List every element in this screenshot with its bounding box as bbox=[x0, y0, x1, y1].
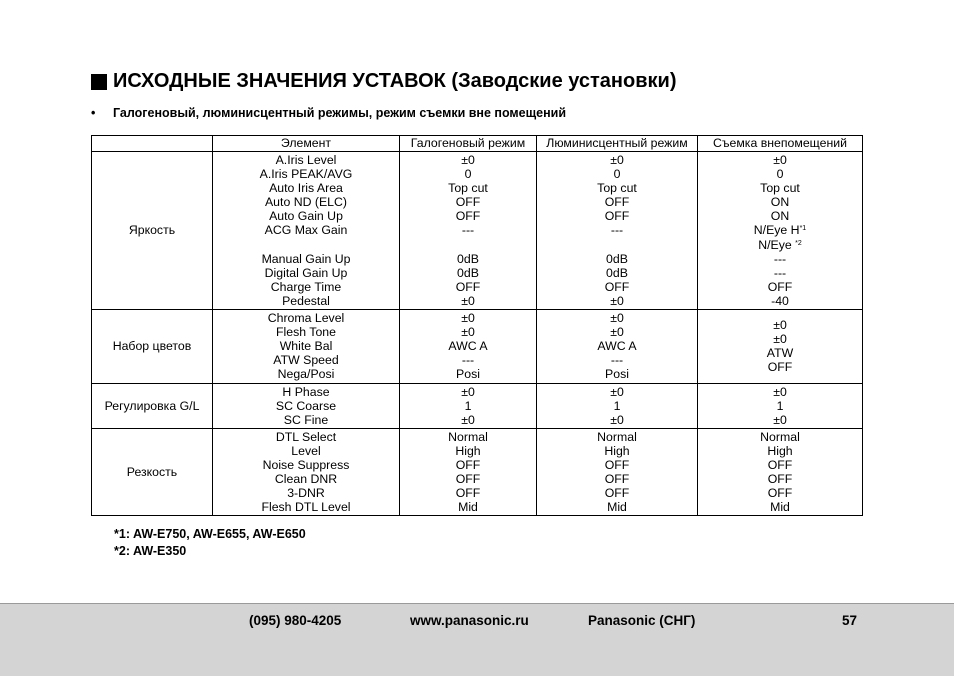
footnote-1: *1: AW-E750, AW-E655, AW-E650 bbox=[114, 527, 306, 541]
halogen-value: OFF bbox=[455, 195, 481, 210]
outdoor-value: ±0 bbox=[773, 412, 787, 427]
halogen-cell bbox=[400, 310, 537, 383]
table-row bbox=[92, 310, 863, 383]
halogen-value: 0dB bbox=[457, 251, 479, 266]
table-header-row bbox=[92, 136, 863, 152]
fluorescent-cell bbox=[537, 383, 698, 428]
halogen-value: OFF bbox=[455, 457, 481, 472]
outdoor-value: OFF bbox=[767, 486, 793, 501]
halogen-value: OFF bbox=[455, 486, 481, 501]
item-name: SC Coarse bbox=[275, 398, 337, 413]
outdoor-value: N/Eye H bbox=[753, 223, 800, 238]
fluorescent-value: Top cut bbox=[597, 181, 637, 196]
header-fluorescent: Люминисцентный режим bbox=[537, 136, 698, 152]
halogen-value: 1 bbox=[464, 398, 472, 413]
square-bullet-icon bbox=[91, 74, 107, 90]
outdoor-value: OFF bbox=[767, 279, 793, 294]
item-name bbox=[213, 238, 399, 252]
outdoor-value: Mid bbox=[770, 500, 790, 515]
table-row bbox=[92, 383, 863, 428]
item-name: ATW Speed bbox=[273, 353, 339, 368]
fluorescent-value: Posi bbox=[605, 367, 629, 382]
footnote-mark: *1 bbox=[799, 225, 807, 233]
outdoor-value: OFF bbox=[767, 360, 793, 375]
group-label: Яркость bbox=[92, 152, 213, 310]
item-name: Auto Iris Area bbox=[269, 181, 343, 196]
outdoor-value: Top cut bbox=[760, 181, 800, 196]
header-element: Элемент bbox=[213, 136, 400, 152]
group-label: Регулировка G/L bbox=[92, 383, 213, 428]
item-name: A.Iris PEAK/AVG bbox=[259, 167, 353, 182]
settings-table bbox=[91, 135, 863, 516]
fluorescent-value: ±0 bbox=[610, 412, 624, 427]
halogen-cell bbox=[400, 428, 537, 516]
outdoor-value: ATW bbox=[766, 346, 794, 361]
footnote-2: *2: AW-E350 bbox=[114, 544, 187, 558]
fluorescent-value: ±0 bbox=[610, 153, 624, 167]
page-title bbox=[91, 70, 677, 93]
outdoor-value: ±0 bbox=[773, 153, 787, 167]
outdoor-value-footnoted bbox=[698, 238, 862, 252]
halogen-value: ±0 bbox=[461, 311, 475, 326]
page-footer bbox=[0, 603, 954, 676]
item-name: Flesh DTL Level bbox=[261, 500, 351, 515]
outdoor-value: OFF bbox=[767, 457, 793, 472]
item-name: Charge Time bbox=[270, 279, 342, 294]
header-halogen: Галогеновый режим bbox=[400, 136, 537, 152]
fluorescent-value: OFF bbox=[604, 457, 630, 472]
item-name: 3-DNR bbox=[287, 486, 325, 501]
item-name: Digital Gain Up bbox=[264, 265, 348, 280]
footnotes bbox=[114, 526, 306, 560]
outdoor-cell bbox=[698, 152, 863, 310]
fluorescent-value: 0 bbox=[613, 167, 621, 182]
fluorescent-value: 1 bbox=[613, 398, 621, 413]
fluorescent-value: OFF bbox=[604, 279, 630, 294]
item-name: Auto ND (ELC) bbox=[264, 195, 347, 210]
group-label: Набор цветов bbox=[92, 310, 213, 383]
fluorescent-value bbox=[537, 238, 697, 252]
halogen-value: Normal bbox=[448, 429, 488, 444]
halogen-value: 0dB bbox=[457, 265, 479, 280]
halogen-value: OFF bbox=[455, 472, 481, 487]
item-name: Manual Gain Up bbox=[261, 251, 351, 266]
halogen-value bbox=[400, 238, 536, 252]
outdoor-value: ON bbox=[770, 195, 790, 210]
items-cell bbox=[213, 310, 400, 383]
outdoor-value: High bbox=[767, 443, 793, 458]
fluorescent-value: OFF bbox=[604, 209, 630, 224]
group-label: Резкость bbox=[92, 428, 213, 516]
fluorescent-value: OFF bbox=[604, 195, 630, 210]
fluorescent-value: ±0 bbox=[610, 293, 624, 308]
fluorescent-value: High bbox=[604, 443, 630, 458]
fluorescent-value: --- bbox=[610, 353, 624, 368]
footer-company: Panasonic (СНГ) bbox=[588, 613, 696, 628]
outdoor-value: 0 bbox=[776, 167, 784, 182]
table-row bbox=[92, 152, 863, 310]
footer-phone: (095) 980-4205 bbox=[249, 613, 342, 628]
halogen-value: ±0 bbox=[461, 384, 475, 399]
fluorescent-value: OFF bbox=[604, 472, 630, 487]
fluorescent-cell bbox=[537, 152, 698, 310]
outdoor-value: --- bbox=[773, 265, 787, 280]
outdoor-value: ±0 bbox=[773, 318, 787, 333]
item-name: Level bbox=[291, 443, 321, 458]
footer-website: www.panasonic.ru bbox=[410, 613, 529, 628]
item-name: Flesh Tone bbox=[276, 325, 336, 340]
header-group bbox=[92, 136, 213, 152]
fluorescent-value: ±0 bbox=[610, 311, 624, 326]
halogen-value: OFF bbox=[455, 279, 481, 294]
halogen-value: ±0 bbox=[461, 293, 475, 308]
fluorescent-value: AWC A bbox=[597, 339, 637, 354]
outdoor-value: N/Eye bbox=[758, 237, 796, 252]
fluorescent-value: ±0 bbox=[610, 384, 624, 399]
outdoor-value-footnoted bbox=[698, 223, 862, 237]
fluorescent-value: --- bbox=[610, 223, 624, 238]
items-cell bbox=[213, 428, 400, 516]
item-name: White Bal bbox=[279, 339, 333, 354]
halogen-value: High bbox=[455, 443, 481, 458]
fluorescent-value: Normal bbox=[597, 429, 637, 444]
fluorescent-value: OFF bbox=[604, 486, 630, 501]
outdoor-value: Normal bbox=[760, 429, 800, 444]
outdoor-cell bbox=[698, 383, 863, 428]
outdoor-cell bbox=[698, 310, 863, 383]
fluorescent-value: ±0 bbox=[610, 325, 624, 340]
item-name: Auto Gain Up bbox=[269, 209, 343, 224]
halogen-value: Mid bbox=[458, 500, 478, 515]
page-title-text: ИСХОДНЫЕ ЗНАЧЕНИЯ УСТАВОК (Заводские установки) bbox=[113, 70, 677, 92]
item-name: H Phase bbox=[282, 384, 330, 399]
item-name: ACG Max Gain bbox=[264, 223, 348, 238]
table-row bbox=[92, 428, 863, 516]
header-outdoor: Съемка внепомещений bbox=[698, 136, 863, 152]
fluorescent-value: 0dB bbox=[606, 251, 628, 266]
halogen-cell bbox=[400, 383, 537, 428]
item-name: A.Iris Level bbox=[275, 153, 337, 167]
halogen-value: Posi bbox=[456, 367, 480, 382]
bullet-dot-icon: • bbox=[91, 106, 96, 120]
halogen-value: --- bbox=[461, 353, 475, 368]
outdoor-value: ON bbox=[770, 209, 790, 224]
halogen-value: ±0 bbox=[461, 325, 475, 340]
halogen-cell bbox=[400, 152, 537, 310]
halogen-value: AWC A bbox=[448, 339, 488, 354]
halogen-value: ±0 bbox=[461, 412, 475, 427]
outdoor-value: ±0 bbox=[773, 384, 787, 399]
outdoor-value: ±0 bbox=[773, 332, 787, 347]
item-name: Nega/Posi bbox=[277, 367, 335, 382]
outdoor-value: OFF bbox=[767, 472, 793, 487]
footer-page-number: 57 bbox=[842, 613, 858, 628]
items-cell bbox=[213, 152, 400, 310]
halogen-value: Top cut bbox=[448, 181, 488, 196]
fluorescent-cell bbox=[537, 428, 698, 516]
outdoor-value: --- bbox=[773, 251, 787, 266]
outdoor-value: -40 bbox=[771, 293, 789, 308]
item-name: SC Fine bbox=[283, 412, 329, 427]
outdoor-value: 1 bbox=[776, 398, 784, 413]
halogen-value: 0 bbox=[464, 167, 472, 182]
item-name: Pedestal bbox=[282, 293, 330, 308]
fluorescent-cell bbox=[537, 310, 698, 383]
section-subtitle-text: Галогеновый, люминисцентный режимы, режим съемки вне помещений bbox=[113, 106, 567, 120]
items-cell bbox=[213, 383, 400, 428]
outdoor-cell bbox=[698, 428, 863, 516]
fluorescent-value: Mid bbox=[607, 500, 627, 515]
halogen-value: ±0 bbox=[461, 153, 475, 167]
item-name: Chroma Level bbox=[267, 311, 345, 326]
halogen-value: --- bbox=[461, 223, 475, 238]
fluorescent-value: 0dB bbox=[606, 265, 628, 280]
item-name: Noise Suppress bbox=[262, 457, 350, 472]
item-name: Clean DNR bbox=[274, 472, 338, 487]
item-name: DTL Select bbox=[275, 429, 337, 444]
halogen-value: OFF bbox=[455, 209, 481, 224]
footnote-mark: *2 bbox=[795, 239, 802, 247]
section-subtitle bbox=[91, 106, 566, 120]
